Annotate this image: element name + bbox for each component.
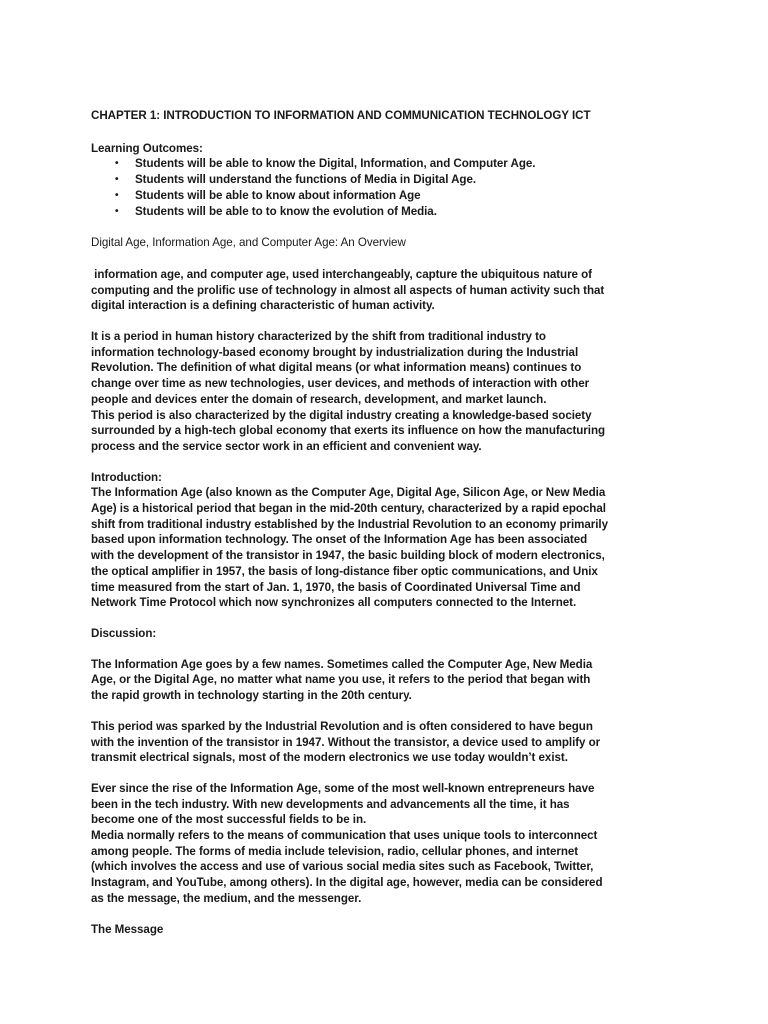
- learning-outcomes-list: [91, 156, 691, 219]
- discussion-heading: Discussion:: [91, 626, 157, 640]
- paragraph: The Information Age goes by a few names. Sometimes called the Computer Age, New Media Age, or the Digital Age, no matter what name you use, it refers to the period that began with the rapid growth in technology starting in the 20th century.: [91, 657, 593, 703]
- overview-heading: Digital Age, Information Age, and Computer Age: An Overview: [91, 236, 406, 250]
- list-item: • Students will be able to to know the evolution of Media.: [115, 204, 437, 218]
- list-item: • Students will be able to know about information Age: [115, 188, 421, 202]
- introduction-heading: Introduction:: [91, 470, 162, 484]
- bullet-icon: •: [115, 174, 119, 186]
- list-item: • Students will be able to know the Digital, Information, and Computer Age.: [115, 157, 536, 171]
- paragraph: Ever since the rise of the Information Age, some of the most well-known entrepreneurs have been in the tech industry. With new developments and advancements all the time, it has become one of the most successful fields to be in. Media normally refers to the means of communication that uses unique tools to interconnect among people. The forms of media include television, radio, cellular phones, and internet (which involves the access and use of various social media sites such as Facebook, Twitter, Instagram, and YouTube, among others). In the digital age, however, media can be considered as the message, the medium, and the messenger.: [91, 781, 603, 905]
- bullet-icon: •: [115, 189, 119, 201]
- learning-outcomes-title: Learning Outcomes:: [91, 141, 203, 155]
- bullet-icon: •: [115, 158, 119, 170]
- paragraph: It is a period in human history characterized by the shift from traditional industry to information technology-based economy brought by industrialization during the Industrial Revolution. The definition of what digital means (or what information means) continues to change over time as new technologies, user devices, and methods of interaction with other people and devices enter the domain of research, development, and market launch. This period is also characterized by the digital industry creating a knowledge-based society surrounded by a high-tech global economy that exerts its influence on how the manufacturing process and the service sector work in an efficient and convenient way.: [91, 330, 606, 453]
- chapter-title: CHAPTER 1: INTRODUCTION TO INFORMATION AND COMMUNICATION TECHNOLOGY ICT: [91, 109, 591, 122]
- bullet-icon: •: [115, 205, 119, 217]
- introduction-section: Introduction: The Information Age (also known as the Computer Age, Digital Age, Silicon Age, or New Media Age) is a historical period that began in the mid-20th century, characterized by a rapid epochal shift from traditional industry established by the Industrial Revolution to an economy primarily based upon information technology. The onset of the Information Age has been associated with the development of the transistor in 1947, the basic building block of modern electronics, the optical amplifier in 1957, the basis of long-distance fiber optic communications, and Unix time measured from the start of Jan. 1, 1970, the basis of Coordinated Universal Time and Network Time Protocol which now synchronizes all computers connected to the Internet.: [91, 470, 691, 611]
- list-item: • Students will understand the functions of Media in Digital Age.: [115, 173, 477, 187]
- message-heading: The Message: [91, 922, 164, 936]
- document-page: [91, 108, 691, 937]
- paragraph: This period was sparked by the Industrial Revolution and is often considered to have begun with the invention of the transistor in 1947. Without the transistor, a device used to amplify or transmit electrical signals, most of the modern electronics we use today wouldn’t exist.: [91, 719, 601, 765]
- paragraph: information age, and computer age, used interchangeably, capture the ubiquitous nature of computing and the prolific use of technology in almost all aspects of human activity such that digital interaction is a defining characteristic of human activity.: [91, 267, 605, 313]
